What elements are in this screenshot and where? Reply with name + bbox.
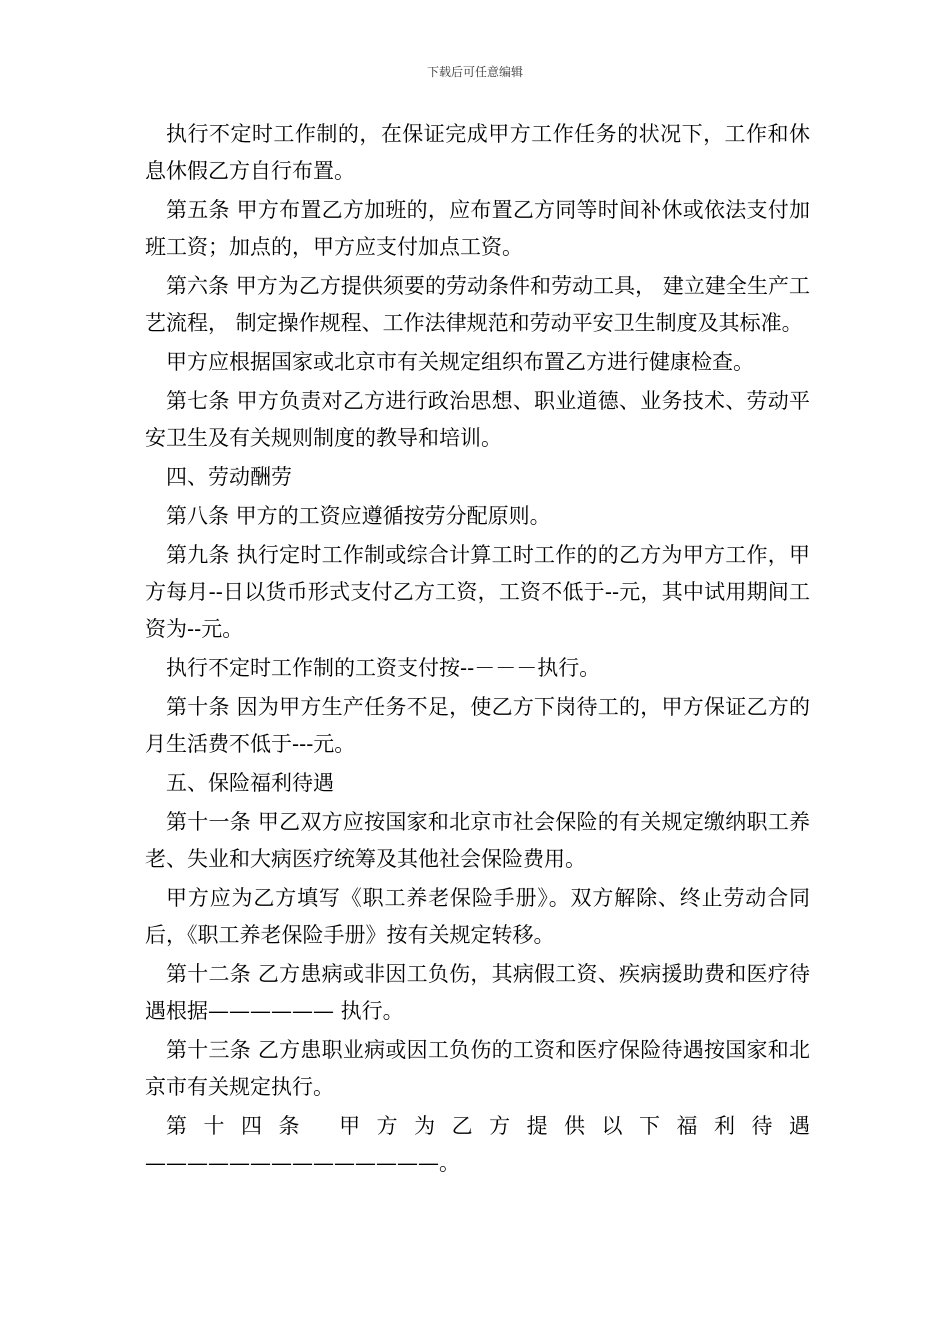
paragraph-article-10: 第十条 因为甲方生产任务不足，使乙方下岗待工的，甲方保证乙方的月生活费不低于---元。 <box>145 695 810 756</box>
paragraph-article-11: 第十一条 甲乙双方应按国家和北京市社会保险的有关规定缴纳职工养老、失业和大病医疗统筹及其他社会保险费用。 <box>145 810 810 871</box>
document-body <box>145 116 810 1184</box>
section-heading-insurance: 五、保险福利待遇 <box>166 771 334 795</box>
paragraph-article-9: 第九条 执行定时工作制或综合计算工时工作的的乙方为甲方工作，甲方每月--日以货币形式支付乙方工资，工资不低于--元，其中试用期间工资为--元。 <box>145 543 810 641</box>
paragraph-article-14: 第十四条 甲方为乙方提供以下福利待遇——————————————。 <box>145 1114 810 1175</box>
paragraph-flexible-pay: 执行不定时工作制的工资支付按--－－－执行。 <box>166 656 601 680</box>
paragraph-article-13: 第十三条 乙方患职业病或因工负伤的工资和医疗保险待遇按国家和北京市有关规定执行。 <box>145 1038 810 1099</box>
paragraph-flexible-hours: 执行不定时工作制的，在保证完成甲方工作任务的状况下，工作和休息休假乙方自行布置。 <box>145 122 810 183</box>
section-heading-remuneration: 四、劳动酬劳 <box>166 465 292 489</box>
paragraph-article-12: 第十二条 乙方患病或非因工负伤，其病假工资、疾病援助费和医疗待遇根据—————— 执行。 <box>145 962 810 1023</box>
page-header-note: 下载后可任意编辑 <box>426 65 523 79</box>
paragraph-article-6: 第六条 甲方为乙方提供须要的劳动条件和劳动工具， 建立建全生产工艺流程， 制定操作规程、工作法律规范和劳动平安卫生制度及其标准。 <box>145 274 810 335</box>
paragraph-article-8: 第八条 甲方的工资应遵循按劳分配原则。 <box>166 504 551 528</box>
paragraph-article-5: 第五条 甲方布置乙方加班的，应布置乙方同等时间补休或依法支付加班工资；加点的，甲方应支付加点工资。 <box>145 198 810 259</box>
paragraph-health-check: 甲方应根据国家或北京市有关规定组织布置乙方进行健康检查。 <box>166 350 754 374</box>
paragraph-article-7: 第七条 甲方负责对乙方进行政治思想、职业道德、业务技术、劳动平安卫生及有关规则制度的教导和培训。 <box>145 389 810 450</box>
paragraph-pension-handbook: 甲方应为乙方填写《职工养老保险手册》。双方解除、终止劳动合同后，《职工养老保险手册》按有关规定转移。 <box>145 886 810 947</box>
